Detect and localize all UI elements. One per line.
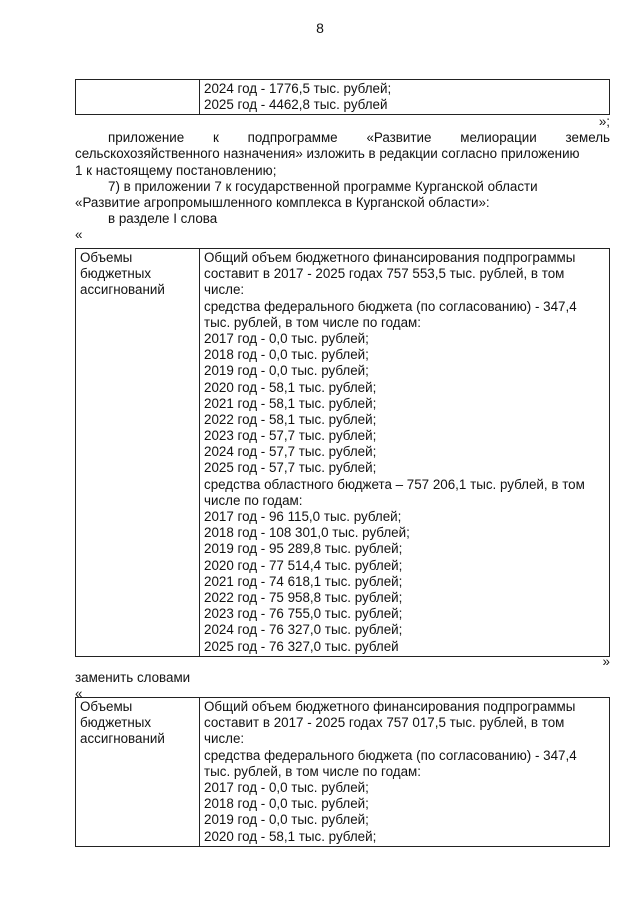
table-value-cell	[200, 698, 610, 847]
table-line: 2024 год - 1776,5 тыс. рублей;	[204, 81, 392, 96]
table-line: 2019 год - 0,0 тыс. рублей;	[204, 812, 369, 828]
table-line: числе:	[204, 731, 245, 747]
table-line: 2020 год - 58,1 тыс. рублей;	[204, 379, 377, 395]
table-line: 2022 год - 58,1 тыс. рублей;	[204, 411, 377, 427]
page-number: 8	[316, 20, 324, 36]
paragraph-line: «Развитие агропромышленного комплекса в Курганской области»:	[75, 194, 490, 210]
table-line: 2025 год - 76 327,0 тыс. рублей	[204, 638, 399, 654]
header-line: ассигнований	[80, 282, 165, 298]
word: приложение	[108, 130, 185, 146]
table-header-cell	[76, 249, 200, 657]
table-line: 2021 год - 74 618,1 тыс. рублей;	[204, 573, 403, 589]
table-line: 2018 год - 0,0 тыс. рублей;	[204, 796, 369, 812]
header-line: Объемы	[80, 699, 133, 714]
table-line: 2021 год - 58,1 тыс. рублей;	[204, 395, 377, 411]
funding-table-old	[75, 248, 610, 657]
header-line: ассигнований	[80, 731, 165, 747]
table-line: 2019 год - 95 289,8 тыс. рублей;	[204, 541, 403, 557]
table-cell-empty	[76, 80, 200, 115]
table-value-cell	[200, 249, 610, 657]
table-line: 2025 год - 57,7 тыс. рублей;	[204, 460, 377, 476]
paragraph-line: 1 к настоящему постановлению;	[75, 162, 277, 178]
table-line: средства областного бюджета – 757 206,1 тыс. рублей, в том	[204, 476, 585, 492]
table-line: 2022 год - 75 958,8 тыс. рублей;	[204, 589, 403, 605]
table-line: 2023 год - 76 755,0 тыс. рублей;	[204, 606, 403, 622]
funding-table-new	[75, 697, 610, 847]
table-header-cell	[76, 698, 200, 847]
open-quote: «	[75, 686, 83, 702]
header-line: бюджетных	[80, 266, 152, 282]
body-text-2	[75, 654, 610, 703]
word: «Развитие	[366, 130, 432, 146]
paragraph-line: в разделе I слова	[108, 211, 218, 227]
paragraph-line: 7) в приложении 7 к государственной программе Курганской области	[108, 178, 538, 194]
funding-table-continuation	[75, 79, 610, 115]
table-line: 2023 год - 57,7 тыс. рублей;	[204, 428, 377, 444]
table-line: Общий объем бюджетного финансирования подпрограммы	[204, 250, 576, 265]
paragraph-line: сельскохозяйственного назначения» изложить в редакции согласно приложению	[75, 146, 580, 162]
closing-quote: »	[602, 654, 610, 669]
table-line: 2020 год - 58,1 тыс. рублей;	[204, 828, 377, 844]
table-line: 2025 год - 4462,8 тыс. рублей	[204, 97, 388, 113]
table-line: средства федерального бюджета (по согласованию) - 347,4	[204, 747, 577, 763]
paragraph-line-justified	[75, 130, 610, 146]
table-line: 2020 год - 77 514,4 тыс. рублей;	[204, 557, 403, 573]
table-line: числе:	[204, 282, 245, 298]
table-line: Общий объем бюджетного финансирования подпрограммы	[204, 699, 576, 714]
table-line: 2017 год - 0,0 тыс. рублей;	[204, 779, 369, 795]
paragraph-line: заменить словами	[75, 670, 191, 686]
table-line: 2018 год - 108 301,0 тыс. рублей;	[204, 525, 410, 541]
word: мелиорации	[460, 130, 537, 146]
body-text-1	[75, 114, 610, 244]
table-cell-values	[200, 80, 610, 115]
table-line: числе по годам:	[204, 492, 303, 508]
table-line: тыс. рублей, в том числе по годам:	[204, 314, 421, 330]
closing-quote: »;	[598, 114, 610, 129]
table-line: 2018 год - 0,0 тыс. рублей;	[204, 347, 369, 363]
table-line: составит в 2017 - 2025 годах 757 553,5 тыс. рублей, в том	[204, 266, 565, 282]
table-line: 2024 год - 57,7 тыс. рублей;	[204, 444, 377, 460]
table-line: 2017 год - 0,0 тыс. рублей;	[204, 330, 369, 346]
table-line: тыс. рублей, в том числе по годам:	[204, 763, 421, 779]
word: земель	[565, 130, 610, 146]
table-line: 2024 год - 76 327,0 тыс. рублей;	[204, 622, 403, 638]
table-line: составит в 2017 - 2025 годах 757 017,5 тыс. рублей, в том	[204, 715, 565, 731]
open-quote: «	[75, 227, 83, 243]
table-line: средства федерального бюджета (по согласованию) - 347,4	[204, 298, 577, 314]
word: к	[212, 130, 219, 146]
table-line: 2019 год - 0,0 тыс. рублей;	[204, 363, 369, 379]
header-line: Объемы	[80, 250, 133, 265]
table-line: 2017 год - 96 115,0 тыс. рублей;	[204, 509, 402, 524]
header-line: бюджетных	[80, 715, 152, 731]
word: подпрограмме	[247, 130, 338, 146]
